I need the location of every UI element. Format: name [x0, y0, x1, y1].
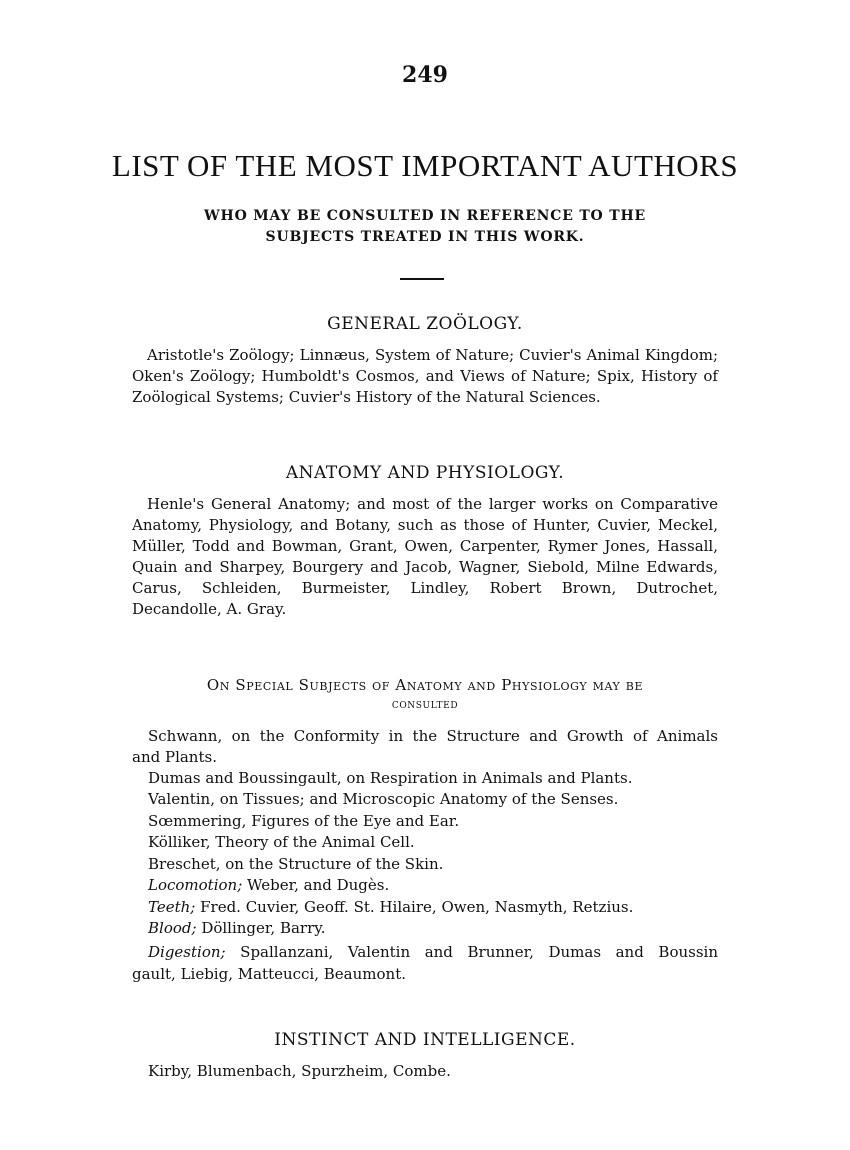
list-item-label: Teeth;: [148, 898, 196, 916]
list-item-text: Weber, and Dugès.: [242, 876, 390, 894]
special-subjects-heading-line-1: On Special Subjects of Anatomy and Physiology may be: [206, 676, 644, 694]
list-item-text: Valentin, on Tissues; and Microscopic Anatomy of the Senses.: [148, 790, 619, 808]
list-item: [148, 875, 389, 896]
digestion-label: Digestion;: [148, 943, 226, 961]
page-number: 249: [402, 62, 448, 88]
section-heading-instinct-intelligence: INSTINCT AND INTELLIGENCE.: [274, 1030, 576, 1050]
list-item-text: Dumas and Boussingault, on Respiration in Animals and Plants.: [148, 769, 633, 787]
list-item: [148, 918, 326, 939]
anatomy-physiology-text-body: Henle's General Anatomy; and most of the larger works on Comparative Anatomy, Physiology, and Botany, such as those of Hunter, Cuvier, Meckel, Müller, Todd and Bowman, Grant, Owen, Carpenter, Rymer Jones, Hassall, Quain and Sharpey, Bourgery and Jacob, Wagner, Siebold, Milne Edwards, Carus, Schleiden, Burmeister, Lindley, Robert Brown, Dutrochet, Decandolle, A. Gray.: [132, 495, 718, 618]
anatomy-physiology-text: [132, 494, 718, 620]
general-zoology-text-body: Aristotle's Zoölogy; Linnæus, System of Nature; Cuvier's Animal Kingdom; Oken's Zoölogy; Humboldt's Cosmos, and Views of Nature; Spix, History of Zoölogical Systems; Cuvier's History of the Natural Sciences.: [132, 346, 718, 406]
schwann-line-1: Schwann, on the Conformity in the Structure and Growth of Animals: [148, 727, 718, 745]
list-item: [148, 897, 633, 918]
schwann-line-2: and Plants.: [132, 748, 217, 766]
list-item: [148, 832, 415, 853]
page-title: LIST OF THE MOST IMPORTANT AUTHORS: [111, 148, 739, 183]
list-item-text: Breschet, on the Structure of the Skin.: [148, 855, 444, 873]
list-item: [148, 811, 459, 832]
list-item: [148, 854, 443, 875]
list-item-label: Blood;: [148, 919, 197, 937]
list-item-text: Kölliker, Theory of the Animal Cell.: [148, 833, 415, 851]
general-zoology-text: [132, 345, 718, 408]
page-subtitle: [0, 206, 850, 248]
section-heading-special-subjects: [0, 675, 850, 715]
digestion-line-2: gault, Liebig, Matteucci, Beaumont.: [132, 965, 406, 983]
subtitle-line-2: SUBJECTS TREATED IN THIS WORK.: [265, 229, 585, 245]
list-item-text: Sœmmering, Figures of the Eye and Ear.: [148, 812, 460, 830]
list-item-text: Döllinger, Barry.: [196, 919, 326, 937]
special-subjects-heading-line-2: consulted: [391, 697, 459, 712]
subtitle-line-1: WHO MAY BE CONSULTED IN REFERENCE TO THE: [204, 208, 646, 224]
section-heading-general-zoology: GENERAL ZOÖLOGY.: [327, 314, 523, 334]
list-item-label: Locomotion;: [148, 876, 243, 894]
section-heading-anatomy-physiology: ANATOMY AND PHYSIOLOGY.: [285, 463, 565, 483]
divider-rule: [400, 278, 444, 280]
list-item: [148, 768, 632, 789]
list-item-text: Fred. Cuvier, Geoff. St. Hilaire, Owen, Nasmyth, Retzius.: [195, 898, 634, 916]
digestion-line-1: [148, 942, 718, 963]
list-item: [148, 789, 618, 810]
digestion-line-1-text: Spallanzani, Valentin and Brunner, Dumas and Boussin: [225, 943, 718, 961]
instinct-text: Kirby, Blumenbach, Spurzheim, Combe.: [148, 1062, 451, 1080]
